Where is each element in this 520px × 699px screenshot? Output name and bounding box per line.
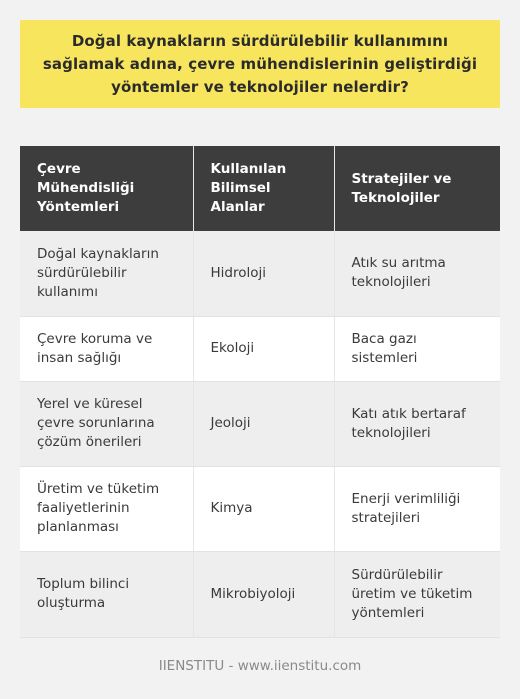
cell-field: Hidroloji (193, 231, 334, 316)
header-methods: Çevre Mühendisliği Yöntemleri (20, 146, 193, 231)
cell-strategy: Atık su arıtma teknolojileri (334, 231, 500, 316)
header-row (20, 146, 500, 231)
table-header (20, 146, 500, 231)
table-row (20, 551, 500, 637)
banner-title: Doğal kaynakların sürdürülebilir kullanımını sağlamak adına, çevre mühendislerinin geliştirdiği yöntemler ve teknolojiler nelerdir? (42, 31, 478, 96)
cell-field: Jeoloji (193, 381, 334, 466)
question-banner (20, 20, 500, 108)
cell-strategy: Enerji verimliliği stratejileri (334, 466, 500, 551)
cell-strategy: Sürdürülebilir üretim ve tüketim yöntemleri (334, 551, 500, 637)
table-row (20, 231, 500, 316)
header-scientific-fields: Kullanılan Bilimsel Alanlar (193, 146, 334, 231)
table-body (20, 231, 500, 637)
cell-field: Ekoloji (193, 316, 334, 381)
table-row (20, 466, 500, 551)
cell-field: Mikrobiyoloji (193, 551, 334, 637)
cell-method: Toplum bilinci oluşturma (20, 551, 193, 637)
cell-strategy: Baca gazı sistemleri (334, 316, 500, 381)
cell-method: Doğal kaynakların sürdürülebilir kullanımı (20, 231, 193, 316)
cell-method: Çevre koruma ve insan sağlığı (20, 316, 193, 381)
cell-field: Kimya (193, 466, 334, 551)
table-row (20, 316, 500, 381)
header-strategies: Stratejiler ve Teknolojiler (334, 146, 500, 231)
cell-strategy: Katı atık bertaraf teknolojileri (334, 381, 500, 466)
footer-credit: IIENSTITU - www.iienstitu.com (158, 658, 362, 674)
cell-method: Yerel ve küresel çevre sorunlarına çözüm önerileri (20, 381, 193, 466)
comparison-table (20, 146, 500, 638)
table-row (20, 381, 500, 466)
cell-method: Üretim ve tüketim faaliyetlerinin planlanması (20, 466, 193, 551)
